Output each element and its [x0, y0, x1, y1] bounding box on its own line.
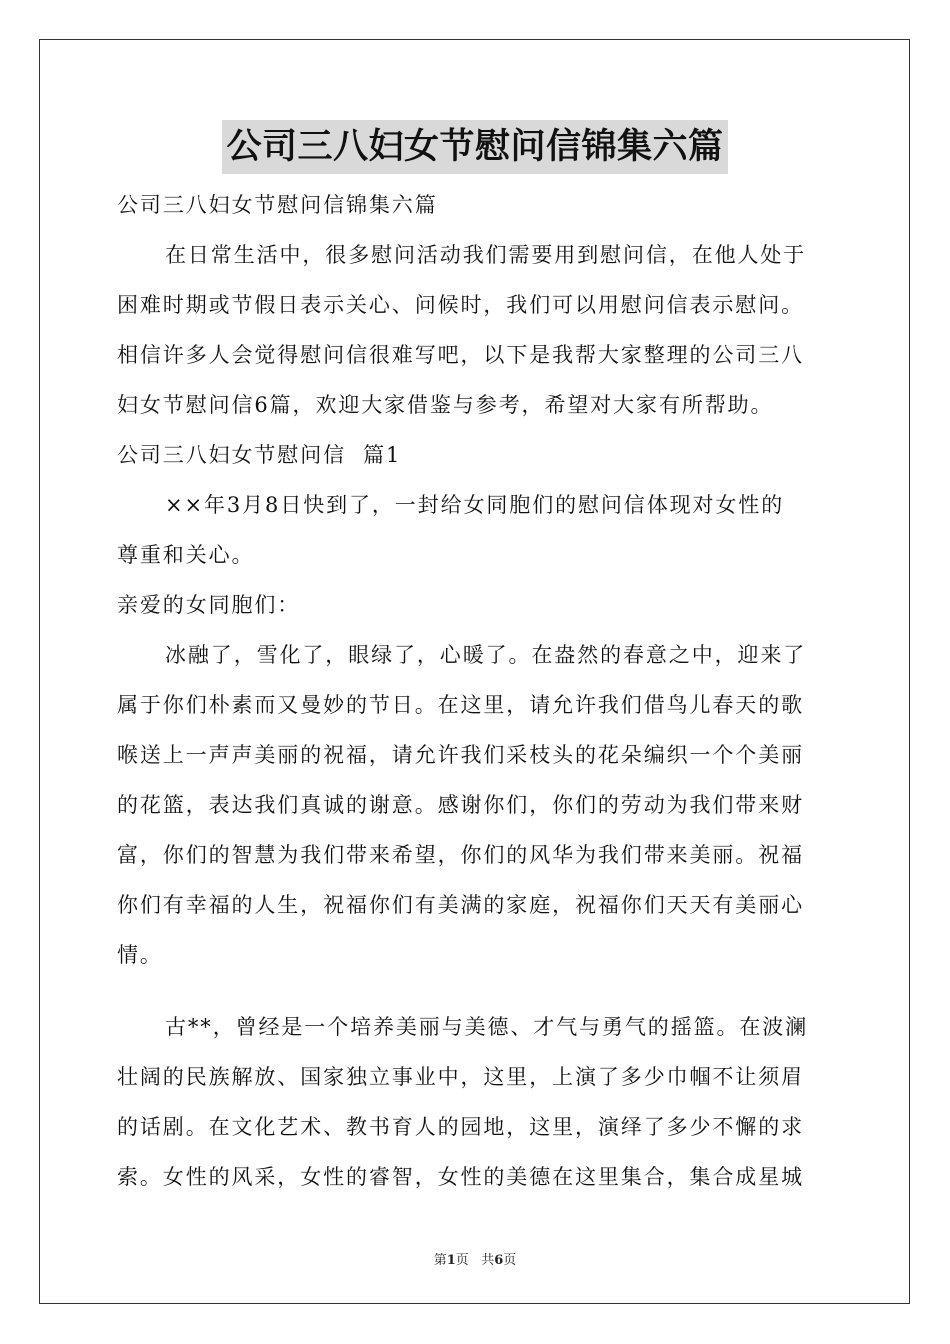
footer-page-prefix: 第	[433, 1253, 447, 1268]
para2-line-1: 古**，曾经是一个培养美丽与美德、才气与勇气的摇篮。在波澜	[165, 1015, 809, 1039]
paragraph-gap	[117, 980, 833, 1002]
para1-line-6: 你们有幸福的人生，祝福你们有美满的家庭，祝福你们天天有美丽心	[117, 893, 804, 917]
para1-line-7: 情。	[117, 943, 163, 967]
document-title: 公司三八妇女节慰问信锦集六篇	[222, 120, 727, 174]
para1-line-3: 喉送上一声声美丽的祝福，请允许我们采枝头的花朵编织一个个美丽	[117, 743, 804, 767]
footer-page-current: 1	[446, 1253, 456, 1268]
para1-line-2: 属于你们朴素而又曼妙的节日。在这里，请允许我们借鸟儿春天的歌	[117, 693, 804, 717]
date-line-1: ××年3月8日快到了，一封给女同胞们的慰问信体现对女性的	[165, 493, 785, 517]
footer-page-total: 6	[494, 1253, 504, 1268]
footer-total-prefix: 共	[481, 1253, 495, 1268]
intro-line-2: 困难时期或节假日表示关心、问候时，我们可以用慰问信表示慰问。	[117, 293, 804, 317]
subtitle: 公司三八妇女节慰问信锦集六篇	[117, 193, 438, 217]
intro-line-3: 相信许多人会觉得慰问信很难写吧，以下是我帮大家整理的公司三八	[117, 343, 804, 367]
footer-page-suffix: 页	[455, 1253, 469, 1268]
intro-line-1: 在日常生活中，很多慰问活动我们需要用到慰问信，在他人处于	[165, 243, 807, 267]
section-heading: 公司三八妇女节慰问信 篇1	[117, 443, 402, 467]
date-line-2: 尊重和关心。	[117, 543, 255, 567]
para1-line-5: 富，你们的智慧为我们带来希望，你们的风华为我们带来美丽。祝福	[117, 843, 804, 867]
para1-line-4: 的花篮，表达我们真诚的谢意。感谢你们，你们的劳动为我们带来财	[117, 793, 804, 817]
greeting: 亲爱的女同胞们：	[117, 593, 301, 617]
para1-line-1: 冰融了，雪化了，眼绿了，心暖了。在盎然的春意之中，迎来了	[165, 643, 807, 667]
title-wrap	[117, 120, 833, 174]
para2-line-2: 壮阔的民族解放、国家独立事业中，这里，上演了多少巾帼不让须眉	[117, 1065, 804, 1089]
intro-line-4: 妇女节慰问信6篇，欢迎大家借鉴与参考，希望对大家有所帮助。	[117, 393, 774, 417]
page-footer	[0, 1249, 950, 1268]
document-body	[117, 120, 833, 1202]
footer-total-suffix: 页	[503, 1253, 517, 1268]
para2-line-4: 索。女性的风采，女性的睿智，女性的美德在这里集合，集合成星城	[117, 1165, 804, 1189]
para2-line-3: 的话剧。在文化艺术、教书育人的园地，这里，演绎了多少不懈的求	[117, 1115, 804, 1139]
